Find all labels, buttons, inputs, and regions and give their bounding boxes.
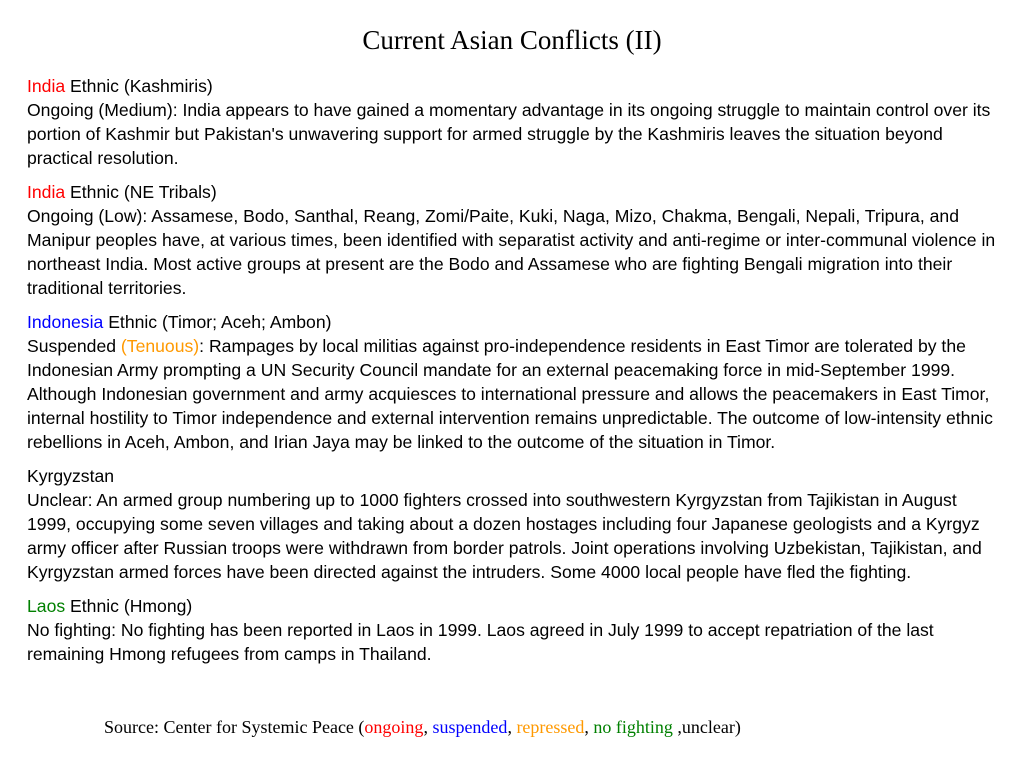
conflict-list — [27, 74, 1002, 676]
conflict-description: : Rampages by local militias against pro-independence residents in East Timor are tolerated by the Indonesian Army prompting a UN Security Council mandate for an external peacemaking force in mid-September 1999. Although Indonesian government and army acquiesces to international pressure and allows the peacemakers in East Timor, internal hostility to Timor independence and external intervention remains unpredictable. The outcome of low-intensity ethnic rebellions in Aceh, Ambon, and Irian Jaya may be linked to the outcome of the situation in Timor. — [27, 336, 993, 452]
country-name: Laos — [27, 596, 66, 616]
conflict-status: Unclear — [27, 490, 88, 510]
conflict-entry-kyrgyzstan — [27, 464, 1002, 584]
country-name: Indonesia — [27, 312, 104, 332]
conflict-description: : No fighting has been reported in Laos in 1999. Laos agreed in July 1999 to accept repatriation of the last remaining Hmong refugees from camps in Thailand. — [27, 620, 934, 664]
conflict-type: Ethnic (NE Tribals) — [65, 182, 217, 202]
conflict-entry-india-ne-tribals — [27, 180, 1002, 300]
conflict-status: Ongoing (Low) — [27, 206, 143, 226]
legend-separator: , — [423, 717, 433, 737]
page-title: Current Asian Conflicts (II) — [362, 25, 662, 55]
legend-ongoing: ongoing — [364, 717, 424, 737]
legend-repressed: repressed — [516, 717, 585, 737]
conflict-status: No fighting — [27, 620, 112, 640]
country-name: Kyrgyzstan — [27, 466, 115, 486]
conflict-type: Ethnic (Kashmiris) — [65, 76, 213, 96]
legend-no-fighting: no fighting — [593, 717, 673, 737]
source-prefix: Source: Center for Systemic Peace ( — [104, 717, 365, 737]
conflict-status: Ongoing (Medium) — [27, 100, 173, 120]
country-name: India — [27, 182, 66, 202]
entry-heading — [27, 180, 1002, 204]
legend-unclear: ,unclear) — [672, 717, 741, 737]
conflict-status: Suspended — [27, 336, 121, 356]
entry-heading — [27, 594, 1002, 618]
conflict-description: : An armed group numbering up to 1000 fighters crossed into southwestern Kyrgyzstan from Tajikistan in August 1999, occupying some seven villages and taking about a dozen hostages including four Japanese geologists and a Kyrgyz army officer after Russian troops were withdrawn from border patrols. Joint operations involving Uzbekistan, Tajikistan, and Kyrgyzstan armed forces have been directed against the intruders. Some 4000 local people have fled the fighting. — [27, 490, 982, 582]
source-legend — [104, 716, 741, 738]
conflict-type: Ethnic (Timor; Aceh; Ambon) — [103, 312, 332, 332]
conflict-entry-indonesia — [27, 310, 1002, 454]
conflict-entry-laos — [27, 594, 1002, 666]
entry-heading — [27, 464, 1002, 488]
entry-heading — [27, 74, 1002, 98]
legend-separator: , — [584, 717, 594, 737]
entry-heading — [27, 310, 1002, 334]
conflict-description: : Assamese, Bodo, Santhal, Reang, Zomi/Paite, Kuki, Naga, Mizo, Chakma, Bengali, Nepali, Tripura, and Manipur peoples have, at various times, been identified with separatist activity and anti-regime or inter-communal violence in northeast India. Most active groups at present are the Bodo and Assamese who are fighting Bengali migration into their traditional territories. — [27, 206, 996, 298]
conflict-type: Ethnic (Hmong) — [65, 596, 193, 616]
conflict-description: : India appears to have gained a momentary advantage in its ongoing struggle to maintain control over its portion of Kashmir but Pakistan's unwavering support for armed struggle by the Kashmiris leaves the situation beyond practical resolution. — [27, 100, 991, 168]
legend-separator: , — [507, 717, 517, 737]
country-name: India — [27, 76, 66, 96]
legend-suspended: suspended — [432, 717, 508, 737]
tenuous-label: (Tenuous) — [120, 336, 200, 356]
conflict-entry-india-kashmiris — [27, 74, 1002, 170]
